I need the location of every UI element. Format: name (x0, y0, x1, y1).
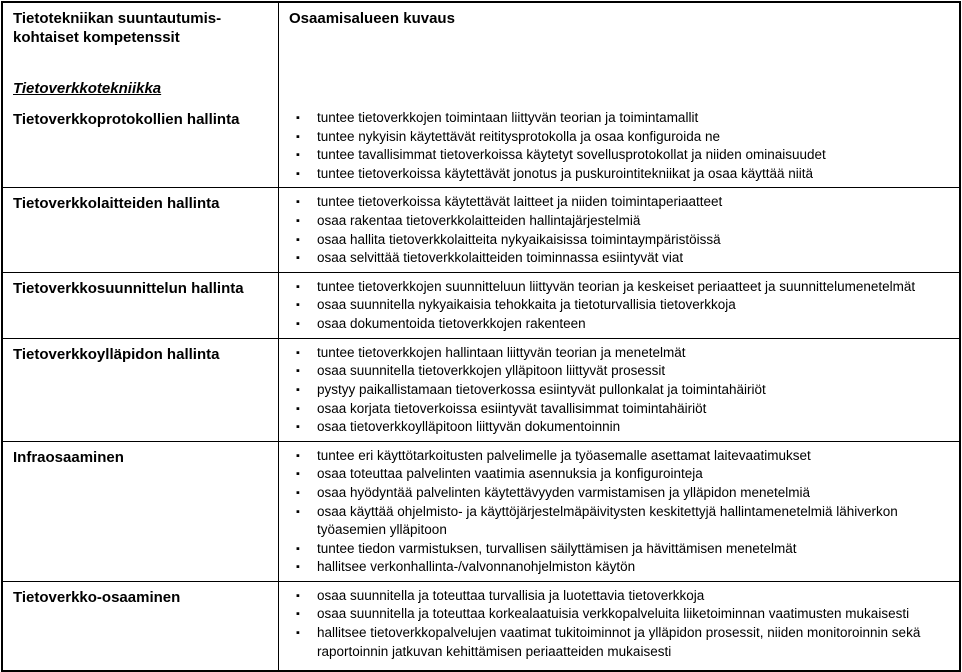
row-title: Tietoverkkoylläpidon hallinta (13, 345, 220, 363)
square-bullet-icon: ▪ (296, 167, 300, 180)
list-item (279, 540, 951, 559)
row-description-cell (279, 339, 959, 441)
header-left-cell (3, 3, 279, 104)
square-bullet-icon: ▪ (296, 233, 300, 246)
bullet-text: tuntee tavallisimmat tietoverkoissa käytetyt sovellusprotokollat ja niiden ominaisuudet (317, 147, 826, 163)
list-item (279, 193, 951, 212)
bullet-text: osaa dokumentoida tietoverkkojen rakenteen (317, 315, 586, 331)
bullet-text: tuntee tietoverkkojen toimintaan liittyvän teorian ja toimintamallit (317, 110, 699, 125)
list-item (279, 605, 951, 624)
bullet-text: tuntee tietoverkoissa käytettävät laitteet ja niiden toimintaperiaatteet (317, 194, 723, 210)
row-description-cell (279, 273, 959, 338)
row-title: Tietoverkkosuunnittelun hallinta (13, 279, 244, 297)
list-item (279, 362, 951, 381)
header-left-subtitle: Tietoverkkotekniikka (13, 80, 162, 97)
list-item (279, 128, 951, 147)
bullet-text: osaa suunnitella tietoverkkojen ylläpitoon liittyvät prosessit (317, 363, 666, 379)
bullet-text: tuntee eri käyttötarkoitusten palvelimelle ja työasemalle asettamat laitevaatimukset (317, 447, 811, 463)
table-row (3, 104, 959, 187)
list-item (279, 484, 951, 503)
square-bullet-icon: ▪ (296, 589, 300, 602)
square-bullet-icon: ▪ (296, 317, 300, 330)
header-left-title-line1: Tietotekniikan suuntautumis- (13, 10, 222, 27)
bullet-text: hallitsee verkonhallinta-/valvonnanohjelmiston käytön (317, 559, 636, 575)
row-description-cell (279, 188, 959, 271)
bullet-text: osaa hyödyntää palvelinten käytettävyyden varmistamisen ja ylläpidon menetelmiä (317, 484, 811, 500)
bullet-list (279, 278, 951, 334)
bullet-list (279, 344, 951, 437)
bullet-text: osaa käyttää ohjelmisto- ja käyttöjärjestelmäpäivitysten keskitettyjä hallintamenetelmiä lähiverkon työasemien ylläpitoon (317, 503, 898, 538)
list-item (279, 503, 951, 540)
header-left-title-line2: kohtaiset kompetenssit (13, 29, 180, 46)
row-title-cell (3, 188, 279, 271)
square-bullet-icon: ▪ (296, 196, 300, 209)
bullet-list (279, 587, 951, 661)
square-bullet-icon: ▪ (296, 112, 300, 124)
bullet-text: osaa selvittää tietoverkkolaitteiden toiminnassa esiintyvät viat (317, 250, 684, 266)
row-title-cell (3, 339, 279, 441)
square-bullet-icon: ▪ (296, 365, 300, 378)
row-description-cell (279, 104, 959, 187)
bullet-text: osaa suunnitella ja toteuttaa korkealaatuisia verkkopalveluita liiketoiminnan vaatimusten mukaisesti (317, 606, 910, 622)
list-item (279, 249, 951, 268)
row-description-cell (279, 582, 959, 670)
header-right-title: Osaamisalueen kuvaus (289, 10, 455, 27)
table-row (3, 581, 959, 670)
table-row (3, 441, 959, 581)
square-bullet-icon: ▪ (296, 421, 300, 434)
bullet-text: tuntee tietoverkkojen hallintaan liittyvän teorian ja menetelmät (317, 344, 686, 360)
header-right-cell (279, 3, 959, 104)
row-description-cell (279, 442, 959, 581)
square-bullet-icon: ▪ (296, 627, 300, 640)
bullet-list (279, 109, 951, 183)
list-item (279, 381, 951, 400)
list-item (279, 418, 951, 437)
list-item (279, 344, 951, 363)
bullet-text: osaa tietoverkkoylläpitoon liittyvän dokumentoinnin (317, 419, 621, 435)
row-title-cell (3, 104, 279, 187)
bullet-list (279, 193, 951, 267)
bullet-text: tuntee tietoverkoissa käytettävät jonotus ja puskurointitekniikat ja osaa käyttää niitä (317, 165, 814, 181)
square-bullet-icon: ▪ (296, 486, 300, 499)
square-bullet-icon: ▪ (296, 402, 300, 415)
bullet-text: tuntee tietoverkkojen suunnitteluun liittyvän teorian ja keskeiset periaatteet ja suunnittelumenetelmät (317, 278, 916, 294)
list-item (279, 165, 951, 184)
table-row (3, 338, 959, 441)
bullet-text: osaa hallita tietoverkkolaitteita nykyaikaisissa toimintaympäristöissä (317, 231, 721, 247)
row-title: Tietoverkkolaitteiden hallinta (13, 195, 220, 213)
list-item (279, 296, 951, 315)
list-item (279, 278, 951, 297)
square-bullet-icon: ▪ (296, 561, 300, 574)
list-item (279, 212, 951, 231)
bullet-text: pystyy paikallistamaan tietoverkossa esiintyvät pullonkalat ja toimintahäiriöt (317, 381, 766, 397)
list-item (279, 447, 951, 466)
square-bullet-icon: ▪ (296, 383, 300, 396)
table-row (3, 272, 959, 338)
row-title: Tietoverkko-osaaminen (13, 588, 181, 606)
list-item (279, 587, 951, 606)
square-bullet-icon: ▪ (296, 346, 300, 359)
table-body (3, 104, 959, 670)
row-title: Infraosaaminen (13, 448, 124, 466)
row-title-cell (3, 442, 279, 581)
bullet-text: osaa korjata tietoverkoissa esiintyvät tavallisimmat toimintahäiriöt (317, 400, 707, 416)
row-title: Tietoverkkoprotokollien hallinta (13, 111, 240, 128)
bullet-text: hallitsee tietoverkkopalvelujen vaatimat tukitoiminnot ja ylläpidon prosessit, niiden monitoroinnin sekä raportoinnin jatkuvan kehittämisen periaatteiden mukaisesti (317, 625, 921, 659)
square-bullet-icon: ▪ (296, 149, 300, 162)
square-bullet-icon: ▪ (296, 280, 300, 293)
list-item (279, 315, 951, 334)
row-title-cell (3, 582, 279, 670)
list-item (279, 558, 951, 577)
list-item (279, 146, 951, 165)
square-bullet-icon: ▪ (296, 505, 300, 518)
bullet-text: osaa suunnitella nykyaikaisia tehokkaita ja tietoturvallisia tietoverkkoja (317, 297, 736, 313)
row-title-cell (3, 273, 279, 338)
bullet-text: tuntee tiedon varmistuksen, turvallisen säilyttämisen ja hävittämisen menetelmät (317, 540, 797, 556)
square-bullet-icon: ▪ (296, 214, 300, 227)
square-bullet-icon: ▪ (296, 542, 300, 555)
square-bullet-icon: ▪ (296, 299, 300, 312)
square-bullet-icon: ▪ (296, 130, 300, 143)
bullet-text: tuntee nykyisin käytettävät reititysprotokolla ja osaa konfiguroida ne (317, 128, 720, 144)
square-bullet-icon: ▪ (296, 468, 300, 481)
table-header-row (3, 3, 959, 104)
bullet-list (279, 447, 951, 577)
competence-table (1, 1, 961, 672)
bullet-text: osaa toteuttaa palvelinten vaatimia asennuksia ja konfigurointeja (317, 466, 703, 482)
square-bullet-icon: ▪ (296, 252, 300, 265)
bullet-text: osaa rakentaa tietoverkkolaitteiden hallintajärjestelmiä (317, 212, 641, 228)
list-item (279, 231, 951, 250)
bullet-text: osaa suunnitella ja toteuttaa turvallisia ja luotettavia tietoverkkoja (317, 587, 705, 603)
list-item (279, 400, 951, 419)
square-bullet-icon: ▪ (296, 449, 300, 462)
list-item (279, 465, 951, 484)
square-bullet-icon: ▪ (296, 608, 300, 621)
table-row (3, 187, 959, 271)
list-item (279, 624, 951, 661)
list-item (279, 109, 951, 128)
